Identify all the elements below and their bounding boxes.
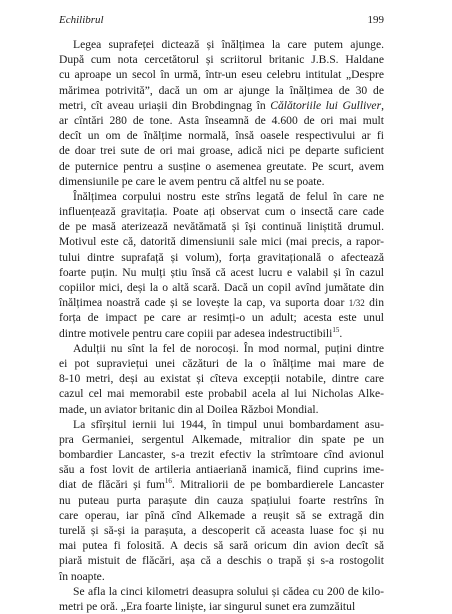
page-number: 199 — [367, 14, 384, 26]
text-line — [59, 295, 384, 310]
paragraph — [59, 417, 384, 584]
text-line — [59, 143, 384, 158]
text-line — [59, 371, 384, 386]
text-run: bombardier Lancaster, s-a trezit efectiv la strîmtoare cînd avionul — [59, 448, 384, 462]
text-run: 8-10 metri, deși au existat și cîteva excepții notabile, dintre care — [59, 372, 384, 386]
text-run: . — [339, 326, 343, 340]
text-run: . Mitraliorii de pe bombardierele Lancaster — [171, 478, 384, 492]
text-line — [59, 341, 384, 356]
text-run: Legea suprafeței dictează și înălțimea la care putem ajunge. — [73, 38, 384, 51]
text-line — [59, 569, 384, 584]
text-line — [59, 265, 384, 280]
text-run: care operau, iar pînă cînd Alkemade a reușit să se extragă din — [59, 508, 384, 522]
text-run: său a fost lovit de artileria antiaeriană inamică, fiind cuprins ime- — [59, 463, 384, 477]
text-run: diat de flăcări și fum — [59, 478, 165, 492]
text-line — [59, 462, 384, 477]
text-run: foarte puțin. Nu mulți știu însă că acest lucru e valabil și în cazul — [59, 265, 384, 279]
chapter-title: Echilibrul — [59, 14, 104, 26]
text-run: dimensiunile pe care le avem pentru că altfel nu se poate. — [59, 174, 325, 188]
text-line — [59, 538, 384, 553]
text-run: metri pe oră. „Era foarte liniște, iar singurul sunet era zumzăitul — [59, 599, 356, 613]
text-line — [59, 493, 384, 508]
fraction: 1/32 — [348, 298, 365, 309]
text-run: Motivul este că, datorită dimensiunii sale mici (mai precis, a rapor- — [59, 235, 384, 249]
text-run: La sfîrșitul iernii lui 1944, în timpul unui bombardament asu- — [73, 417, 384, 431]
text-line — [59, 98, 384, 113]
text-line — [59, 386, 384, 401]
text-line — [59, 174, 384, 189]
footnote-ref: 16 — [164, 477, 172, 486]
text-line — [59, 113, 384, 128]
text-run: nu puteau purta parașute din cauza spațiului foarte restrîns în — [59, 493, 384, 507]
text-run: copiilor mici, deși la o altă scară. Dacă un copil avînd jumătate din — [59, 281, 384, 294]
text-line — [59, 234, 384, 249]
text-run: made, un aviator britanic din al Doilea Război Mondial. — [59, 402, 319, 416]
text-run: mărimea potrivită”, dacă un om ar ajunge la înălțimea de 30 de — [59, 83, 384, 97]
text-run: dintre motivele pentru care copiii par adesea indestructibili — [59, 326, 333, 340]
text-run: cu aproape un secol în urmă, într-un eseu celebru intitulat „Despre — [59, 68, 384, 82]
text-line — [59, 326, 384, 341]
text-line — [59, 204, 384, 219]
text-run: piară mistuit de flăcări, așa că a deschis o trapă și s-a rostogolit — [59, 554, 384, 568]
text-run: ar cîntări 280 de tone. Asta înseamnă de 4.600 de ori mai mult — [59, 113, 384, 127]
text-line — [59, 37, 384, 52]
paragraph — [59, 584, 384, 614]
text-line — [59, 52, 384, 67]
text-run: influențează gravitația. Poate ați observat cum o insectă care cade — [59, 205, 384, 219]
italic-title: Călătoriile lui Gulliver — [270, 98, 382, 112]
text-line — [59, 159, 384, 174]
text-line — [59, 432, 384, 447]
running-header — [59, 14, 384, 30]
text-line — [59, 310, 384, 325]
text-line — [59, 447, 384, 462]
text-run: După cum nota cercetătorul și scriitorul britanic J.B.S. Haldane — [59, 53, 384, 67]
text-run: Adulții nu sînt la fel de norocoși. În mod normal, puțini dintre — [73, 341, 384, 355]
text-run: din — [364, 296, 384, 310]
text-run: forța de impact pe care ar resimți-o un adult; acesta este unul — [59, 311, 384, 325]
text-run: decît un om de înălțime normală, însă oasele respectivului ar fi — [59, 129, 384, 143]
body-text — [59, 37, 384, 614]
text-line — [59, 219, 384, 234]
text-line — [59, 508, 384, 523]
text-run: turelă și să-și ia parașuta, a descoperit că aceasta luase foc și nu — [59, 524, 384, 537]
text-run: Înălțimea corpului nostru este strîns legată de felul în care ne — [73, 189, 384, 203]
paragraph — [59, 37, 384, 189]
text-line — [59, 250, 384, 265]
text-run: mai putea fi folosită. A decis să sară oricum din avion decît să — [59, 539, 384, 553]
text-line — [59, 523, 384, 538]
text-run: în noapte. — [59, 569, 105, 583]
text-line — [59, 83, 384, 98]
text-run: de doar trei sute de ori mai groase, adică nici pe departe suficient — [59, 144, 384, 158]
text-line — [59, 584, 384, 599]
text-line — [59, 280, 384, 295]
text-run: de puternice pentru a susține o asemenea greutate. Pe scurt, avem — [59, 159, 384, 173]
text-line — [59, 67, 384, 82]
text-run: , — [381, 98, 384, 112]
text-run: cazul cel mai memorabil este probabil acela al lui Nicholas Alke- — [59, 387, 384, 401]
text-run: Se afla la cinci kilometri deasupra solului și cădea cu 200 de kilo- — [73, 584, 384, 598]
text-line — [59, 189, 384, 204]
text-run: metri, cît aveau uriașii din Brobdingnag în — [59, 98, 271, 112]
text-line — [59, 402, 384, 417]
text-run: tului dintre suprafață și volum), forța gravitațională o afectează — [59, 250, 384, 264]
text-line — [59, 356, 384, 371]
text-run: de pe masă aterizează nevătămată și își continuă liniștită drumul. — [59, 220, 384, 234]
footnote-ref: 15 — [332, 325, 340, 334]
text-run: înălțimea noastră cade și se lovește la cap, va suporta doar — [59, 296, 349, 310]
text-run: ei pot supraviețui unei căzături de la o înălțime mai mare de — [59, 356, 384, 370]
text-run: pra Germaniei, sergentul Alkemade, mitralior din spate pe un — [59, 432, 384, 446]
paragraph — [59, 189, 384, 341]
text-line — [59, 599, 384, 614]
text-line — [59, 128, 384, 143]
paragraph — [59, 341, 384, 417]
text-line — [59, 553, 384, 568]
text-line — [59, 477, 384, 492]
text-line — [59, 417, 384, 432]
